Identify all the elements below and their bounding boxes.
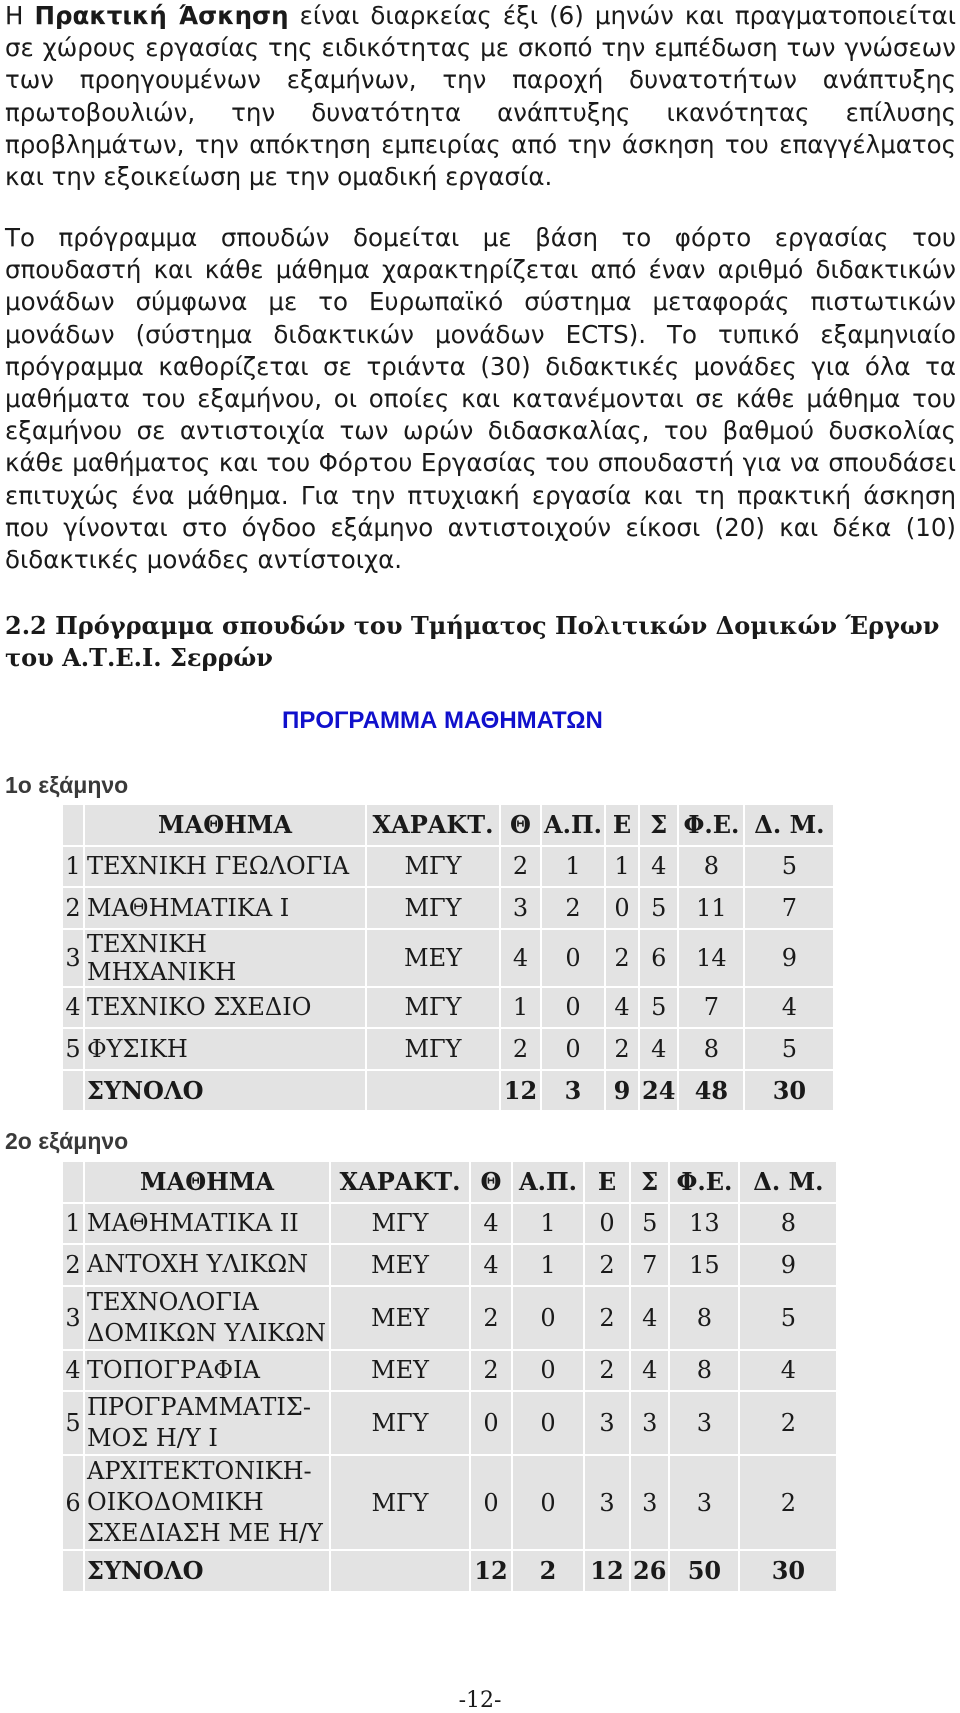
cell-type: ΜΓΥ <box>331 1456 469 1549</box>
cell-fe: 8 <box>679 847 743 887</box>
header-cell: Φ.Ε. <box>679 805 743 845</box>
header-cell: Σ <box>640 805 677 845</box>
page-number: -12- <box>458 1688 502 1713</box>
total-fe: 50 <box>670 1551 738 1591</box>
cell-no: 5 <box>63 1392 83 1454</box>
table-row <box>63 1245 836 1285</box>
total-dm: 30 <box>740 1551 836 1591</box>
cell-ap: 1 <box>513 1204 583 1244</box>
cell-name: ΤΕΧΝΙΚΗ ΓΕΩΛΟΓΙΑ <box>85 847 365 887</box>
cell-type <box>331 1551 469 1591</box>
cell-ap: 1 <box>542 847 604 887</box>
cell-dm: 8 <box>740 1204 836 1244</box>
cell-type: ΜΕΥ <box>367 930 499 986</box>
cell-name: ΤΟΠΟΓΡΑΦΙΑ <box>85 1351 329 1391</box>
header-cell-number <box>63 1162 83 1202</box>
cell-name: ΜΑΘΗΜΑΤΙΚΑ Ι <box>85 888 365 928</box>
header-cell: Δ. Μ. <box>740 1162 836 1202</box>
cell-ap: 0 <box>542 930 604 986</box>
semester-1-label: 1ο εξάμηνο <box>5 772 129 798</box>
cell-no: 2 <box>63 1245 83 1285</box>
table-total-row <box>63 1551 836 1591</box>
header-cell: ΧΑΡΑΚΤ. <box>331 1162 469 1202</box>
cell-e: 0 <box>585 1204 629 1244</box>
cell-e: 2 <box>606 930 638 986</box>
header-cell-number <box>63 805 83 845</box>
table-row <box>63 988 833 1028</box>
cell-type: ΜΓΥ <box>367 988 499 1028</box>
cell-dm: 4 <box>740 1351 836 1391</box>
cell-type: ΜΓΥ <box>331 1392 469 1454</box>
cell-fe: 13 <box>670 1204 738 1244</box>
total-label: ΣΥΝΟΛΟ <box>85 1551 329 1591</box>
cell-dm: 4 <box>745 988 833 1028</box>
header-cell: Θ <box>471 1162 511 1202</box>
cell-s: 6 <box>640 930 677 986</box>
cell-e: 2 <box>606 1029 638 1069</box>
cell-no: 1 <box>63 847 83 887</box>
header-cell: Ε <box>606 805 638 845</box>
cell-t: 2 <box>471 1287 511 1349</box>
cell-s: 4 <box>631 1287 668 1349</box>
cell-fe: 8 <box>679 1029 743 1069</box>
cell-fe: 8 <box>670 1287 738 1349</box>
cell-name: ΑΝΤΟΧΗ ΥΛΙΚΩΝ <box>85 1245 329 1285</box>
cell-t: 2 <box>471 1351 511 1391</box>
cell-t: 4 <box>471 1204 511 1244</box>
cell-type: ΜΓΥ <box>367 847 499 887</box>
cell-ap: 0 <box>542 1029 604 1069</box>
header-cell: Ε <box>585 1162 629 1202</box>
cell-no: 3 <box>63 930 83 986</box>
p1-lead: Η <box>5 1 35 30</box>
cell-fe: 3 <box>670 1392 738 1454</box>
table-row <box>63 1456 836 1549</box>
cell-t: 4 <box>471 1245 511 1285</box>
total-ap: 3 <box>542 1071 604 1111</box>
table-row <box>63 888 833 928</box>
cell-t: 0 <box>471 1456 511 1549</box>
cell-fe: 11 <box>679 888 743 928</box>
header-cell: Θ <box>501 805 540 845</box>
cell-dm: 5 <box>745 847 833 887</box>
table-header-row <box>63 1162 836 1202</box>
cell-s: 4 <box>640 847 677 887</box>
cell-no: 4 <box>63 988 83 1028</box>
cell-fe: 8 <box>670 1351 738 1391</box>
header-cell: Δ. Μ. <box>745 805 833 845</box>
cell-name: ΠΡΟΓΡΑΜΜΑΤΙΣ- ΜΟΣ Η/Υ Ι <box>85 1392 329 1454</box>
cell-e: 2 <box>585 1351 629 1391</box>
cell-e: 1 <box>606 847 638 887</box>
table-row <box>63 1287 836 1349</box>
practical-training-paragraph <box>5 0 956 193</box>
header-cell: ΜΑΘΗΜΑ <box>85 1162 329 1202</box>
cell-name: ΑΡΧΙΤΕΚΤΟΝΙΚΗ- ΟΙΚΟΔΟΜΙΚΗ ΣΧΕΔΙΑΣΗ ΜΕ Η/Υ <box>85 1456 329 1549</box>
header-cell: Α.Π. <box>542 805 604 845</box>
cell-dm: 2 <box>740 1456 836 1549</box>
cell-dm: 9 <box>745 930 833 986</box>
cell-dm: 5 <box>740 1287 836 1349</box>
total-label: ΣΥΝΟΛΟ <box>85 1071 365 1111</box>
cell-fe: 7 <box>679 988 743 1028</box>
cell-no: 3 <box>63 1287 83 1349</box>
table-header-row <box>63 805 833 845</box>
cell-s: 7 <box>631 1245 668 1285</box>
cell-dm: 7 <box>745 888 833 928</box>
cell-s: 3 <box>631 1392 668 1454</box>
total-dm: 30 <box>745 1071 833 1111</box>
cell-no: 5 <box>63 1029 83 1069</box>
cell-s: 3 <box>631 1456 668 1549</box>
header-cell: Α.Π. <box>513 1162 583 1202</box>
cell-name: ΜΑΘΗΜΑΤΙΚΑ ΙΙ <box>85 1204 329 1244</box>
cell-ap: 0 <box>513 1287 583 1349</box>
cell-type: ΜΕΥ <box>331 1351 469 1391</box>
cell-no <box>63 1551 83 1591</box>
cell-type: ΜΓΥ <box>367 1029 499 1069</box>
cell-e: 2 <box>585 1245 629 1285</box>
cell-dm: 9 <box>740 1245 836 1285</box>
header-cell: ΧΑΡΑΚΤ. <box>367 805 499 845</box>
cell-no: 1 <box>63 1204 83 1244</box>
header-cell: Φ.Ε. <box>670 1162 738 1202</box>
table-row <box>63 1392 836 1454</box>
cell-ap: 1 <box>513 1245 583 1285</box>
cell-no: 6 <box>63 1456 83 1549</box>
cell-dm: 5 <box>745 1029 833 1069</box>
p1-body: είναι διαρκείας έξι (6) μηνών και πραγματοποιείται σε χώρους εργασίας της ειδικότητας με σκοπό την εμπέδωση των γνώσεων των προηγουμένων εξαμήνων, την παροχή δυνατοτήτων ανάπτυξης πρωτοβουλιών, την δυνατότητα ανάπτυξης ικανότητας επίλυσης προβλημάτων, την απόκτηση εμπειρίας από την άσκηση του επαγγέλματος και την εξοικείωση με την ομαδική εργασία. <box>5 1 957 192</box>
cell-type: ΜΓΥ <box>367 888 499 928</box>
cell-s: 5 <box>640 888 677 928</box>
practical-training-term: Πρακτική Άσκηση <box>34 1 289 30</box>
total-s: 26 <box>631 1551 668 1591</box>
cell-no <box>63 1071 83 1111</box>
total-s: 24 <box>640 1071 677 1111</box>
cell-type <box>367 1071 499 1111</box>
cell-e: 0 <box>606 888 638 928</box>
table-row <box>63 1204 836 1244</box>
semester-2-table <box>61 1160 838 1593</box>
cell-t: 2 <box>501 1029 540 1069</box>
semester-1-table <box>61 803 835 1112</box>
cell-type: ΜΕΥ <box>331 1287 469 1349</box>
section-heading: 2.2 Πρόγραμμα σπουδών του Τμήματος Πολιτικών Δομικών Έργων του Α.Τ.Ε.Ι. Σερρών <box>5 611 940 672</box>
total-t: 12 <box>501 1071 540 1111</box>
cell-name: ΤΕΧΝΟΛΟΓΙΑ ΔΟΜΙΚΩΝ ΥΛΙΚΩΝ <box>85 1287 329 1349</box>
cell-name: ΦΥΣΙΚΗ <box>85 1029 365 1069</box>
program-title: ΠΡΟΓΡΑΜΜΑ ΜΑΘΗΜΑΤΩΝ <box>282 707 603 734</box>
cell-t: 0 <box>471 1392 511 1454</box>
header-cell: ΜΑΘΗΜΑ <box>85 805 365 845</box>
total-ap: 2 <box>513 1551 583 1591</box>
cell-ap: 0 <box>542 988 604 1028</box>
cell-e: 4 <box>606 988 638 1028</box>
total-t: 12 <box>471 1551 511 1591</box>
cell-ap: 2 <box>542 888 604 928</box>
cell-no: 4 <box>63 1351 83 1391</box>
cell-name: ΤΕΧΝΙΚΗ ΜΗΧΑΝΙΚΗ <box>85 930 365 986</box>
semester-2-label: 2ο εξάμηνο <box>5 1128 129 1154</box>
cell-t: 2 <box>501 847 540 887</box>
cell-ap: 0 <box>513 1392 583 1454</box>
cell-type: ΜΕΥ <box>331 1245 469 1285</box>
cell-fe: 3 <box>670 1456 738 1549</box>
cell-name: ΤΕΧΝΙΚΟ ΣΧΕΔΙΟ <box>85 988 365 1028</box>
curriculum-ects-paragraph: Το πρόγραμμα σπουδών δομείται με βάση το φόρτο εργασίας του σπουδαστή και κάθε μάθημα χαρακτηρίζεται από έναν αριθμό διδακτικών μονάδων σύμφωνα με το Ευρωπαϊκό σύστημα μεταφοράς πιστωτικών μονάδων (σύστημα διδακτικών μονάδων ECTS). Το τυπικό εξαμηνιαίο πρόγραμμα καθορίζεται σε τριάντα (30) διδακτικές μονάδες για όλα τα μαθήματα του εξαμήνου, οι οποίες και κατανέμονται σε κάθε μάθημα του εξαμήνου σε αντιστοιχία των ωρών διδασκαλίας, του βαθμού δυσκολίας κάθε μαθήματος και του Φόρτου Εργασίας του σπουδαστή για να σπουδάσει επιτυχώς ένα μάθημα. Για την πτυχιακή εργασία και τη πρακτική άσκηση που γίνονται στο όγδοο εξάμηνο αντιστοιχούν είκοσι (20) και δέκα (10) διδακτικές μονάδες αντίστοιχα. <box>5 223 956 575</box>
table-row <box>63 1351 836 1391</box>
table-total-row <box>63 1071 833 1111</box>
cell-t: 4 <box>501 930 540 986</box>
cell-s: 5 <box>640 988 677 1028</box>
cell-s: 4 <box>640 1029 677 1069</box>
cell-e: 3 <box>585 1392 629 1454</box>
table-row <box>63 1029 833 1069</box>
cell-no: 2 <box>63 888 83 928</box>
cell-e: 3 <box>585 1456 629 1549</box>
total-e: 12 <box>585 1551 629 1591</box>
table-row <box>63 930 833 986</box>
cell-ap: 0 <box>513 1456 583 1549</box>
cell-type: ΜΓΥ <box>331 1204 469 1244</box>
header-cell: Σ <box>631 1162 668 1202</box>
cell-dm: 2 <box>740 1392 836 1454</box>
cell-e: 2 <box>585 1287 629 1349</box>
cell-t: 3 <box>501 888 540 928</box>
table-row <box>63 847 833 887</box>
cell-fe: 15 <box>670 1245 738 1285</box>
cell-s: 4 <box>631 1351 668 1391</box>
cell-s: 5 <box>631 1204 668 1244</box>
cell-fe: 14 <box>679 930 743 986</box>
total-fe: 48 <box>679 1071 743 1111</box>
cell-t: 1 <box>501 988 540 1028</box>
total-e: 9 <box>606 1071 638 1111</box>
cell-ap: 0 <box>513 1351 583 1391</box>
